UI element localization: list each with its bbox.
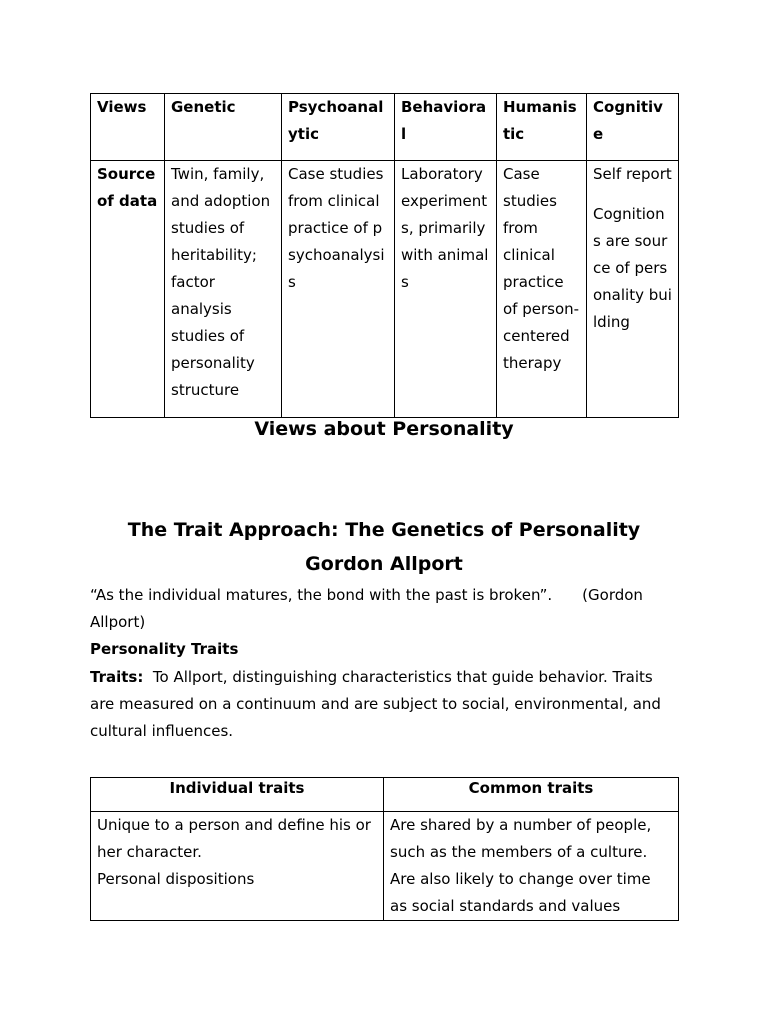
- cell-common-traits: [384, 812, 679, 921]
- allport-quote: [90, 582, 678, 636]
- header-humanistic: Humanistic: [497, 94, 587, 161]
- cell-humanistic: Case studies from clinical practice of person-centered therapy: [497, 161, 587, 418]
- section-subtitle: Gordon Allport: [305, 553, 463, 575]
- views-table: [90, 93, 679, 418]
- personality-traits-heading: Personality Traits: [90, 640, 239, 658]
- views-table-header-row: [91, 94, 679, 161]
- individual-traits-definition: Unique to a person and define his or her character.: [97, 816, 371, 861]
- cell-cognitive-self-report: Self report: [593, 165, 672, 183]
- traits-definition-text: To Allport, distinguishing characteristics that guide behavior. Traits are measured on a continuum and are subject to social, environmental, and cultural influences.: [90, 668, 661, 740]
- traits-table: [90, 777, 679, 921]
- cell-genetic: Twin, family, and adoption studies of heritability; factor analysis studies of personality structure: [165, 161, 282, 418]
- views-table-caption: Views about Personality: [254, 418, 514, 440]
- traits-definition: [90, 664, 678, 745]
- traits-table-header-row: [91, 778, 679, 812]
- header-cognitive: Cognitive: [587, 94, 679, 161]
- cell-psychoanalytic: Case studies from clinical practice of psychoanalysis: [282, 161, 395, 418]
- section-title: The Trait Approach: The Genetics of Personality: [127, 519, 641, 541]
- cell-behavioral: Laboratory experiments, primarily with animals: [395, 161, 497, 418]
- header-behavioral: Behavioral: [395, 94, 497, 161]
- cell-cognitive: [587, 161, 679, 418]
- cell-individual-traits: [91, 812, 384, 921]
- common-traits-definition: Are shared by a number of people, such as the members of a culture. Are also likely to change over time as social standards and values: [390, 816, 652, 915]
- row-label-source-of-data: Source of data: [91, 161, 165, 418]
- header-individual-traits: Individual traits: [91, 778, 384, 812]
- quote-attribution: (Gordon Allport): [90, 586, 643, 631]
- header-common-traits: Common traits: [384, 778, 679, 812]
- quote-text: “As the individual matures, the bond with the past is broken”.: [90, 586, 553, 604]
- views-table-data-row: [91, 161, 679, 418]
- traits-table-data-row: [91, 812, 679, 921]
- header-views: Views: [91, 94, 165, 161]
- individual-traits-dispositions: Personal dispositions: [97, 870, 255, 888]
- header-psychoanalytic: Psychoanalytic: [282, 94, 395, 161]
- traits-definition-label: Traits:: [90, 668, 144, 686]
- cell-cognitive-cognitions: Cognitions are source of personality building: [593, 205, 672, 331]
- header-genetic: Genetic: [165, 94, 282, 161]
